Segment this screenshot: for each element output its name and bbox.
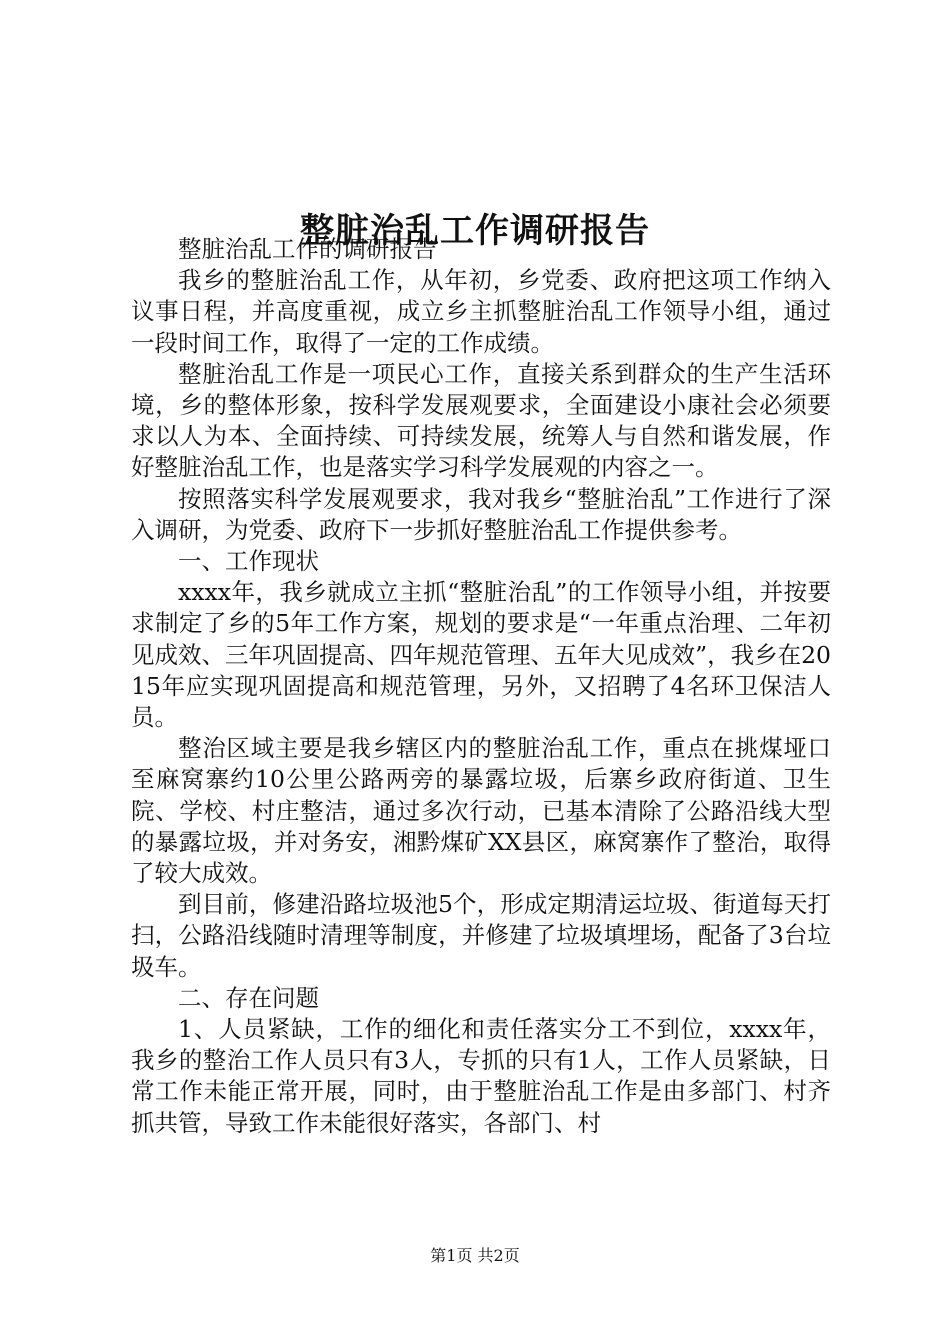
section-heading: 一、工作现状 [178,547,319,576]
document-title: 整脏治乱工作调研报告 [300,210,650,251]
page-footer: 第1页 共2页 [430,1246,520,1265]
paragraph: 按照落实科学发展观要求，我对我乡“整脏治乱”工作进行了深入调研，为党委、政府下一步抓好整脏治乱工作提供参考。 [131,484,831,544]
document-body [131,234,831,1139]
paragraph: 到目前，修建沿路垃圾池5个，形成定期清运垃圾、街道每天打扫，公路沿线随时清理等制度，并修建了垃圾填埋场，配备了3台垃圾车。 [131,890,831,981]
paragraph: xxxx年，我乡就成立主抓“整脏治乱”的工作领导小组，并按要求制定了乡的5年工作方案，规划的要求是“一年重点治理、二年初见成效、三年巩固提高、四年规范管理、五年大见成效”，我乡在2015年应实现巩固提高和规范管理，另外，又招聘了4名环卫保洁人员。 [131,578,831,732]
paragraph: 1、人员紧缺，工作的细化和责任落实分工不到位，xxxx年，我乡的整治工作人员只有3人，专抓的只有1人，工作人员紧缺，日常工作未能正常开展，同时，由于整脏治乱工作是由多部门、村齐抓共管，导致工作未能很好落实，各部门、村 [131,1015,831,1137]
paragraph: 整脏治乱工作是一项民心工作，直接关系到群众的生产生活环境，乡的整体形象，按科学发展观要求，全面建设小康社会必须要求以人为本、全面持续、可持续发展，统筹人与自然和谐发展，作好整脏治乱工作，也是落实学习科学发展观的内容之一。 [131,359,831,482]
section-heading: 二、存在问题 [178,983,319,1012]
paragraph-subtitle: 整脏治乱工作的调研报告 [178,235,437,263]
paragraph: 整治区域主要是我乡辖区内的整脏治乱工作，重点在挑煤垭口至麻窝寨约10公里公路两旁的暴露垃圾，后寨乡政府街道、卫生院、学校、村庄整洁，通过多次行动，已基本清除了公路沿线大型的暴露垃圾，并对务安，湘黔煤矿XX县区，麻窝寨作了整治，取得了较大成效。 [131,734,831,888]
paragraph: 我乡的整脏治乱工作，从年初，乡党委、政府把这项工作纳入议事日程，并高度重视，成立乡主抓整脏治乱工作领导小组，通过一段时间工作，取得了一定的工作成绩。 [131,266,831,357]
